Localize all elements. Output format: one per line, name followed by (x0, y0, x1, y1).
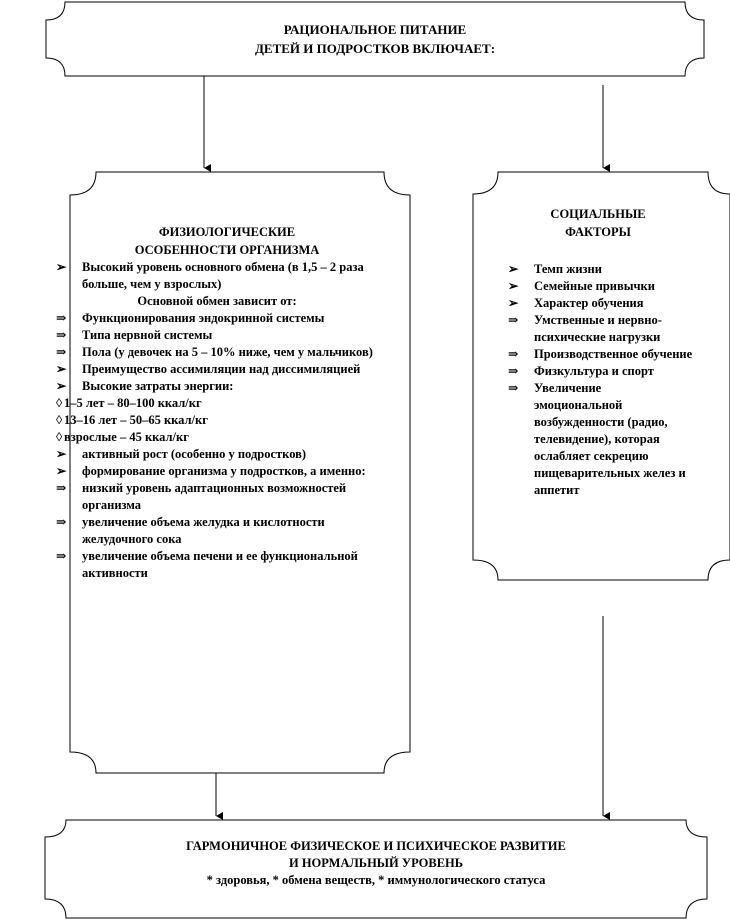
list-item: ⇒ низкий уровень адаптационных возможностей организма (56, 481, 347, 512)
implies-arrow-icon: ⇒ (56, 328, 67, 342)
list-item: ➢ формирование организма у подростков, а именно: (56, 464, 366, 478)
arrowhead-bullet-icon: ➢ (56, 379, 67, 393)
arrowhead-bullet-icon: ➢ (508, 296, 519, 310)
top-box (46, 20, 704, 58)
arrowhead-bullet-icon: ➢ (508, 279, 519, 293)
list-item: ◊ взрослые – 45 ккал/кг (56, 430, 189, 444)
diamond-bullet-icon: ◊ (56, 396, 63, 410)
bottom-title-line1: ГАРМОНИЧНОЕ ФИЗИЧЕСКОЕ И ПСИХИЧЕСКОЕ РАЗВИТИЕ (186, 839, 566, 853)
implies-arrow-icon: ⇒ (56, 311, 67, 325)
list-item: ⇒ Пола (у девочек на 5 – 10% ниже, чем у мальчиков) (56, 345, 373, 359)
list-item: ⇒ Физкультура и спорт (508, 364, 654, 378)
list-item: ◊ 1–5 лет – 80–100 ккал/кг (56, 396, 202, 410)
implies-arrow-icon: ⇒ (56, 549, 67, 563)
arrowhead-bullet-icon: ➢ (56, 447, 67, 461)
list-item: ⇒ Производственное обучение (508, 347, 693, 361)
physio-title-line1: ФИЗИОЛОГИЧЕСКИЕ (158, 225, 296, 239)
list-item: ⇒ увеличение объема печени и ее функциональной активности (56, 549, 358, 580)
implies-arrow-icon: ⇒ (508, 364, 519, 378)
list-item: ⇒ увеличение объема желудка и кислотности желудочного сока (56, 515, 325, 546)
social-title (488, 205, 708, 241)
bottom-subtitle: * здоровья, * обмена веществ, * иммунологического статуса (206, 873, 546, 887)
physio-list (56, 259, 378, 582)
arrowhead-bullet-icon: ➢ (56, 362, 67, 376)
arrowhead-bullet-icon: ➢ (56, 464, 67, 478)
physio-box (56, 223, 378, 582)
implies-arrow-icon: ⇒ (508, 381, 519, 395)
diamond-bullet-icon: ◊ (56, 413, 63, 427)
implies-arrow-icon: ⇒ (508, 347, 519, 361)
list-item: ➢ активный рост (особенно у подростков) (56, 447, 307, 461)
list-item: ➢ Преимущество ассимиляции над диссимиляцией (56, 362, 361, 376)
implies-arrow-icon: ⇒ (56, 481, 67, 495)
physio-title (94, 223, 360, 259)
social-box (508, 205, 708, 499)
list-item: ➢ Высокие затраты энергии: (56, 379, 234, 393)
social-title-line2: ФАКТОРЫ (565, 225, 631, 239)
arrowhead-bullet-icon: ➢ (508, 262, 519, 276)
implies-arrow-icon: ⇒ (508, 313, 519, 327)
diamond-bullet-icon: ◊ (56, 430, 63, 444)
list-item: ➢ Темп жизни (508, 262, 602, 276)
list-item: ◊ 13–16 лет – 50–65 ккал/кг (56, 413, 208, 427)
social-title-line1: СОЦИАЛЬНЫЕ (550, 207, 646, 221)
physio-title-line2: ОСОБЕННОСТИ ОРГАНИЗМА (134, 243, 320, 257)
list-item: ➢ Семейные привычки (508, 279, 655, 293)
list-item: ⇒ Увеличение эмоциональной возбужденности (радио, телевидение), которая ослабляет секрецию пищеварительных желез и аппетит (508, 381, 686, 497)
list-item: Основной обмен зависит от: (137, 294, 297, 308)
arrowhead-bullet-icon: ➢ (56, 260, 67, 274)
list-item: ➢ Характер обучения (508, 296, 644, 310)
implies-arrow-icon: ⇒ (56, 345, 67, 359)
list-item: ⇒ Функционирования эндокринной системы (56, 311, 325, 325)
bottom-box (45, 838, 707, 889)
bottom-title-line2: И НОРМАЛЬНЫЙ УРОВЕНЬ (288, 856, 464, 870)
social-list (508, 261, 708, 499)
list-item: ⇒ Типа нервной системы (56, 328, 213, 342)
top-title-line1: РАЦИОНАЛЬНОЕ ПИТАНИЕ (283, 22, 467, 37)
list-item: ⇒ Умственные и нервно-психические нагрузки (508, 313, 662, 344)
implies-arrow-icon: ⇒ (56, 515, 67, 529)
list-item: ➢ Высокий уровень основного обмена (в 1,5 – 2 раза больше, чем у взрослых) (56, 260, 364, 291)
top-title-line2: ДЕТЕЙ И ПОДРОСТКОВ ВКЛЮЧАЕТ: (254, 41, 496, 56)
